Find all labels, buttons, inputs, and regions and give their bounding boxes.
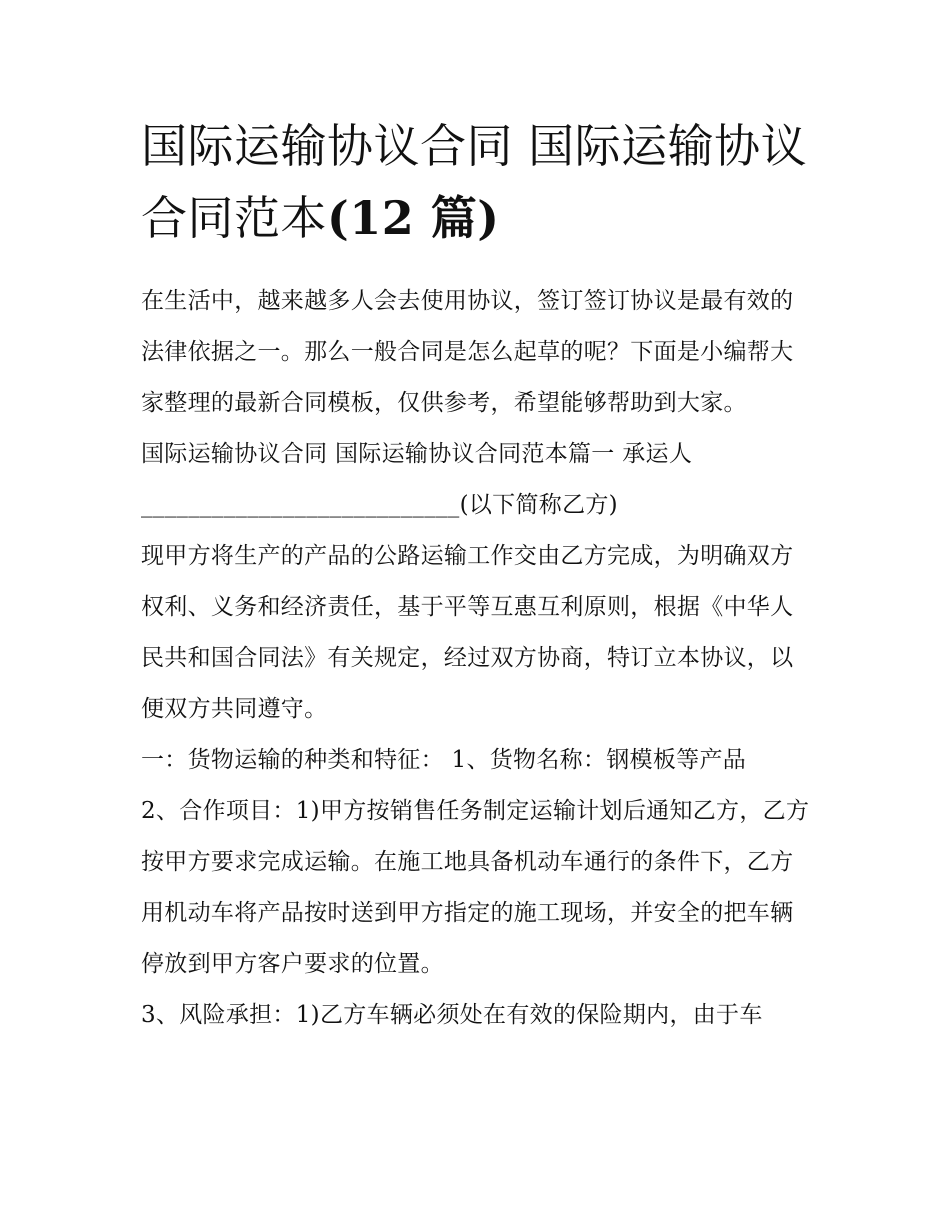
clause-goods: 一：货物运输的种类和特征： 1、货物名称：钢模板等产品 — [141, 747, 747, 773]
document-title — [141, 110, 813, 254]
clause-risk: 3、风险承担：1)乙方车辆必须处在有效的保险期内，由于车 — [141, 1002, 763, 1028]
title-main: 国际运输协议合同 国际运输协议合同范本 — [141, 119, 808, 245]
clause-cooperation: 2、合作项目：1)甲方按销售任务制定运输计划后通知乙方，乙方按甲方要求完成运输。在施工地具备机动车通行的条件下，乙方用机动车将产品按时送到甲方指定的施工现场，并安全的把车辆停放到甲方客户要求的位置。 — [141, 798, 810, 977]
title-count: (12 篇) — [327, 191, 500, 245]
document-body — [141, 276, 813, 1041]
intro-paragraph: 在生活中，越来越多人会去使用协议，签订签订协议是最有效的法律依据之一。那么一般合同是怎么起草的呢？下面是小编帮大家整理的最新合同模板，仅供参考，希望能够帮助到大家。 — [141, 288, 794, 416]
section-heading-line: 国际运输协议合同 国际运输协议合同范本篇一 承运人 — [141, 441, 693, 467]
preamble-paragraph: 现甲方将生产的产品的公路运输工作交由乙方完成，为明确双方权利、义务和经济责任，基于平等互惠互利原则，根据《中华人民共和国合同法》有关规定，经过双方协商，特订立本协议，以便双方共同遵守。 — [141, 543, 794, 722]
blank-party-line: ___________________________(以下简称乙方) — [141, 492, 618, 518]
document-page — [141, 110, 813, 1041]
